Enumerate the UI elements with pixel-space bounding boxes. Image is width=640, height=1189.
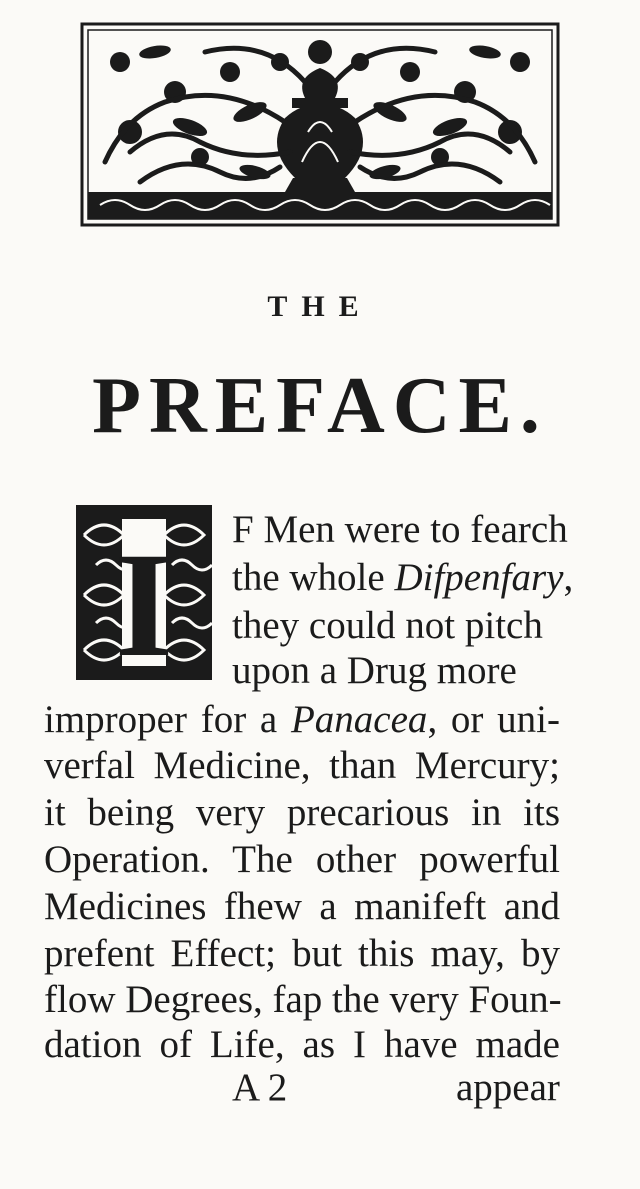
text-run: prefent Effect; but this may, by — [44, 932, 560, 975]
text-run: the whole — [232, 556, 395, 599]
text-line — [44, 746, 560, 785]
catchword: appear — [456, 1066, 560, 1109]
text-line — [44, 793, 560, 832]
text-run: verfal Medicine, than Mercury; — [44, 744, 560, 787]
signature-mark: A 2 — [232, 1066, 288, 1109]
text-run: F Men were to fearch — [232, 508, 568, 551]
text-line — [232, 651, 517, 690]
italic-term: Panacea — [290, 698, 428, 741]
text-run: improper for a — [44, 698, 291, 741]
ornamental-headpiece — [80, 22, 560, 227]
text-run: it being very precarious in its — [44, 791, 560, 834]
text-line — [44, 700, 560, 739]
drop-cap-letter: I — [114, 522, 174, 680]
text-line — [44, 980, 560, 1019]
text-line — [44, 1025, 560, 1064]
text-line — [44, 840, 560, 879]
page-title: PREFACE. — [92, 362, 548, 450]
text-run: , or uni- — [427, 698, 560, 741]
text-run: upon a Drug more — [232, 649, 517, 692]
text-line — [44, 934, 560, 973]
drop-cap-ornament — [76, 505, 212, 680]
heading-the: THE — [267, 290, 373, 323]
text-line — [232, 606, 543, 645]
text-line — [232, 510, 568, 549]
text-run: Medicines fhew a manifeft and — [44, 885, 560, 928]
text-run: they could not pitch — [232, 604, 543, 647]
italic-term: Difpenfary — [394, 556, 564, 599]
text-run: dation of Life, as I have made — [44, 1023, 560, 1066]
text-line — [232, 558, 573, 597]
text-line — [44, 887, 560, 926]
text-run: , — [563, 556, 574, 599]
text-run: flow Degrees, fap the very Foun- — [44, 978, 562, 1021]
text-run: Operation. The other powerful — [44, 838, 560, 881]
